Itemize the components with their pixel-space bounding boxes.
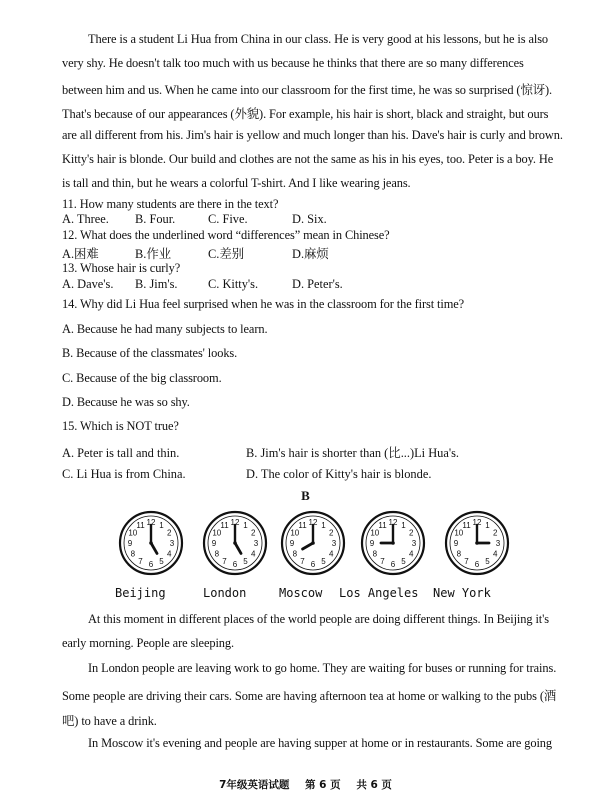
q11-option-b[interactable]: B. Four. <box>135 212 176 226</box>
clock-label-los-angeles: Los Angeles <box>339 586 419 600</box>
clock-numeral: 4 <box>328 549 334 559</box>
clock-label-moscow: Moscow <box>279 586 323 600</box>
passage-a-line-5: are all different from his. Jim's hair is yellow and much longer than his. Dave's hair is curly and brown. <box>62 128 563 142</box>
passage-a-line-3: between him and us. When he came into our classroom for the first time, he was so surprised (惊讶). <box>62 83 553 97</box>
clock-numeral: 4 <box>250 549 256 559</box>
clock-numeral: 12 <box>230 518 240 527</box>
clock-numeral: 11 <box>298 520 307 530</box>
clock-numeral: 3 <box>331 539 337 548</box>
clock-numeral: 9 <box>127 539 133 548</box>
clock-numeral: 10 <box>128 528 138 538</box>
passage-a-line-7: is tall and thin, but he wears a colorful T-shirt. And I like wearing jeans. <box>62 176 411 190</box>
clock-numeral: 2 <box>250 528 256 538</box>
clock-numeral: 11 <box>462 520 471 530</box>
q15-option-c[interactable]: C. Li Hua is from China. <box>62 467 186 481</box>
clock-numeral: 6 <box>474 560 480 569</box>
clock-numeral: 7 <box>300 557 305 567</box>
clock-numeral: 12 <box>146 518 156 527</box>
question-13-options <box>62 277 343 292</box>
q15-option-d[interactable]: D. The color of Kitty's hair is blonde. <box>246 467 432 481</box>
clock-new-york-icon <box>444 510 510 576</box>
section-b-heading: B <box>301 488 310 503</box>
passage-a-line-2: very shy. He doesn't talk too much with us because he thinks that there are so many differences <box>62 56 524 70</box>
q14-option-b[interactable]: B. Because of the classmates' looks. <box>62 346 238 360</box>
question-12-stem: 12. What does the underlined word “differences” mean in Chinese? <box>62 228 390 242</box>
clock-numeral: 2 <box>492 528 498 538</box>
clock-numeral: 12 <box>308 518 318 527</box>
clock-numeral: 8 <box>292 549 298 559</box>
q12-option-b[interactable]: B.作业 <box>135 247 172 261</box>
clock-numeral: 3 <box>411 539 417 548</box>
clock-numeral: 3 <box>495 539 501 548</box>
q14-option-a[interactable]: A. Because he had many subjects to learn. <box>62 322 268 336</box>
q15-option-a[interactable]: A. Peter is tall and thin. <box>62 446 180 460</box>
question-13-stem: 13. Whose hair is curly? <box>62 261 181 275</box>
clock-numeral: 5 <box>485 557 490 567</box>
clock-numeral: 7 <box>222 557 227 567</box>
clock-numeral: 8 <box>372 549 378 559</box>
question-15-stem: 15. Which is NOT true? <box>62 419 179 433</box>
q11-option-c[interactable]: C. Five. <box>208 212 248 226</box>
clock-numeral: 5 <box>401 557 406 567</box>
question-15-options-row-1 <box>62 443 459 461</box>
clock-numeral: 7 <box>464 557 469 567</box>
q11-option-a[interactable]: A. Three. <box>62 212 109 226</box>
clock-london-icon <box>202 510 268 576</box>
clock-moscow-icon <box>280 510 346 576</box>
clock-numeral: 1 <box>243 520 248 530</box>
clock-numeral: 11 <box>136 520 145 530</box>
clock-numeral: 8 <box>130 549 136 559</box>
footer-total: 共 6 页 <box>356 779 392 791</box>
q12-option-c[interactable]: C.差别 <box>208 247 245 261</box>
question-12-options <box>62 244 329 262</box>
footer-title: 7年级英语试题 <box>219 779 290 791</box>
passage-a-line-4: That's because of our appearances (外貌). For example, his hair is short, black and straight, but ours <box>62 107 549 121</box>
q11-option-d[interactable]: D. Six. <box>292 212 327 226</box>
clock-numeral: 6 <box>148 560 154 569</box>
q14-option-d[interactable]: D. Because he was so shy. <box>62 395 190 409</box>
clock-numeral: 3 <box>253 539 259 548</box>
clock-numeral: 3 <box>169 539 175 548</box>
clock-numeral: 7 <box>138 557 143 567</box>
footer-page: 第 6 页 <box>305 779 341 791</box>
passage-b-line-6: In Moscow it's evening and people are having supper at home or in restaurants. Some are going <box>88 736 552 750</box>
q13-option-b[interactable]: B. Jim's. <box>135 277 178 291</box>
clock-los-angeles-icon <box>360 510 426 576</box>
passage-b-line-1: At this moment in different places of the world people are doing different things. In Beijing it's <box>88 612 549 626</box>
clock-numeral: 11 <box>220 520 229 530</box>
clock-numeral: 10 <box>454 528 464 538</box>
q12-option-a[interactable]: A.困难 <box>62 247 99 261</box>
clock-numeral: 5 <box>321 557 326 567</box>
clock-numeral: 6 <box>310 560 316 569</box>
clock-numeral: 1 <box>401 520 406 530</box>
clock-row <box>118 510 528 580</box>
passage-b-line-3: In London people are leaving work to go home. They are waiting for buses or running for trains. <box>88 661 557 675</box>
clock-numeral: 10 <box>212 528 222 538</box>
q15-option-b[interactable]: B. Jim's hair is shorter than (比...)Li Hua's. <box>246 446 460 460</box>
passage-b-line-5: 吧) to have a drink. <box>62 714 157 728</box>
clock-label-london: London <box>203 586 247 600</box>
clock-numeral: 5 <box>159 557 164 567</box>
clock-numeral: 2 <box>166 528 172 538</box>
clock-numeral: 9 <box>211 539 217 548</box>
clock-numeral: 4 <box>492 549 498 559</box>
clock-numeral: 6 <box>390 560 396 569</box>
clock-numeral: 9 <box>453 539 459 548</box>
clock-numeral: 11 <box>378 520 387 530</box>
clock-numeral: 4 <box>166 549 172 559</box>
q14-option-c[interactable]: C. Because of the big classroom. <box>62 371 222 385</box>
clock-numeral: 2 <box>328 528 334 538</box>
clock-numeral: 1 <box>485 520 490 530</box>
clock-numeral: 4 <box>408 549 414 559</box>
clock-numeral: 6 <box>232 560 238 569</box>
clock-numeral: 12 <box>472 518 482 527</box>
q13-option-d[interactable]: D. Peter's. <box>292 277 343 291</box>
question-11-options <box>62 212 327 227</box>
clock-numeral: 9 <box>289 539 295 548</box>
clock-numeral: 8 <box>214 549 220 559</box>
clock-numeral: 10 <box>370 528 380 538</box>
clock-beijing-icon <box>118 510 184 576</box>
clock-numeral: 8 <box>456 549 462 559</box>
clock-numeral: 5 <box>243 557 248 567</box>
clock-numeral: 12 <box>388 518 398 527</box>
question-11-stem: 11. How many students are there in the text? <box>62 197 279 211</box>
clock-numeral: 2 <box>408 528 414 538</box>
q13-option-a[interactable]: A. Dave's. <box>62 277 114 291</box>
clock-numeral: 7 <box>380 557 385 567</box>
clock-numeral: 10 <box>290 528 300 538</box>
clock-numeral: 1 <box>321 520 326 530</box>
clock-numeral: 1 <box>159 520 164 530</box>
clock-label-new-york: New York <box>433 586 491 600</box>
clock-numeral: 9 <box>369 539 375 548</box>
q13-option-c[interactable]: C. Kitty's. <box>208 277 259 291</box>
question-15-options-row-2 <box>62 467 431 482</box>
passage-b-line-4: Some people are driving their cars. Some are having afternoon tea at home or walking to the pubs (酒 <box>62 689 557 703</box>
passage-b-line-2: early morning. People are sleeping. <box>62 636 234 650</box>
clock-label-beijing: Beijing <box>115 586 166 600</box>
passage-a-line-6: Kitty's hair is blonde. Our build and clothes are not the same as his in his eyes, too. Peter is a boy. He <box>62 152 554 166</box>
question-14-stem: 14. Why did Li Hua feel surprised when he was in the classroom for the first time? <box>62 297 465 311</box>
passage-a-line-1: There is a student Li Hua from China in our class. He is very good at his lessons, but he is also <box>88 32 549 46</box>
page-footer <box>0 777 611 792</box>
q12-option-d[interactable]: D.麻烦 <box>292 247 329 261</box>
